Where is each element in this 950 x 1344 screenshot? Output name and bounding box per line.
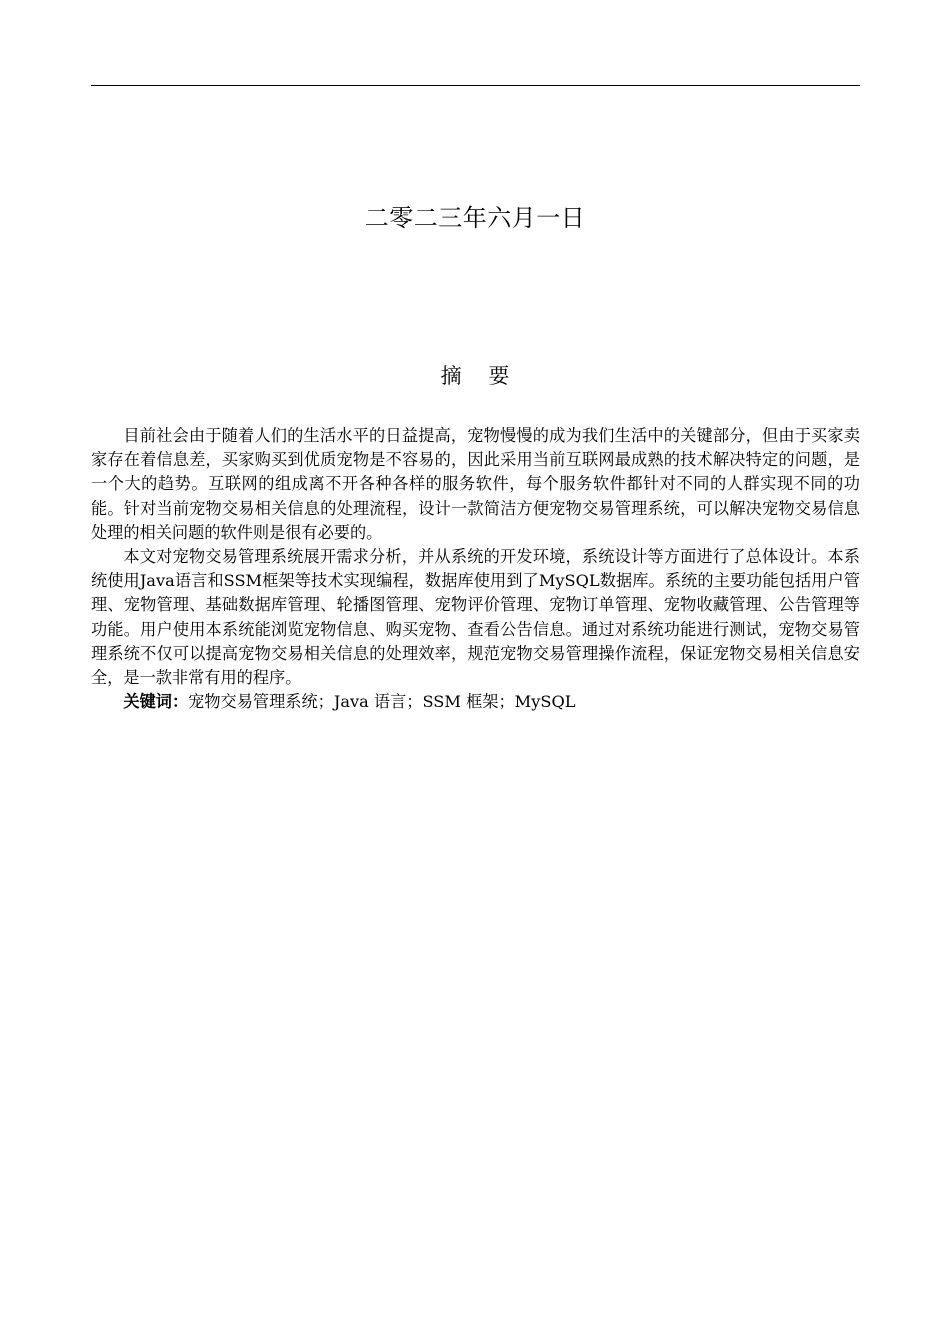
header-divider [91, 85, 860, 86]
abstract-paragraph: 目前社会由于随着人们的生活水平的日益提高，宠物慢慢的成为我们生活中的关键部分，但由于买家卖家存在着信息差，买家购买到优质宠物是不容易的，因此采用当前互联网最成熟的技术解决特定的问题，是一个大的趋势。互联网的组成离不开各种各样的服务软件，每个服务软件都针对不同的人群实现不同的功能。针对当前宠物交易相关信息的处理流程，设计一款简洁方便宠物交易管理系统，可以解决宠物交易信息处理的相关问题的软件则是很有必要的。 [91, 426, 860, 542]
keywords-text: 宠物交易管理系统；Java 语言；SSM 框架；MySQL [188, 692, 576, 712]
keywords-label: 关键词： [123, 692, 189, 712]
cover-date: 二零二三年六月一日 [364, 204, 586, 232]
keywords-line [91, 690, 860, 714]
abstract-paragraph: 本文对宠物交易管理系统展开需求分析，并从系统的开发环境，系统设计等方面进行了总体设计。本系统使用Java语言和SSM框架等技术实现编程，数据库使用到了MySQL数据库。系统的主要功能包括用户管理、宠物管理、基础数据库管理、轮播图管理、宠物评价管理、宠物订单管理、宠物收藏管理、公告管理等功能。用户使用本系统能浏览宠物信息、购买宠物、查看公告信息。通过对系统功能进行测试，宠物交易管理系统不仅可以提高宠物交易相关信息的处理效率，规范宠物交易管理操作流程，保证宠物交易相关信息安全，是一款非常有用的程序。 [91, 547, 860, 688]
abstract-body [91, 424, 860, 714]
abstract-title: 摘 要 [440, 364, 520, 388]
